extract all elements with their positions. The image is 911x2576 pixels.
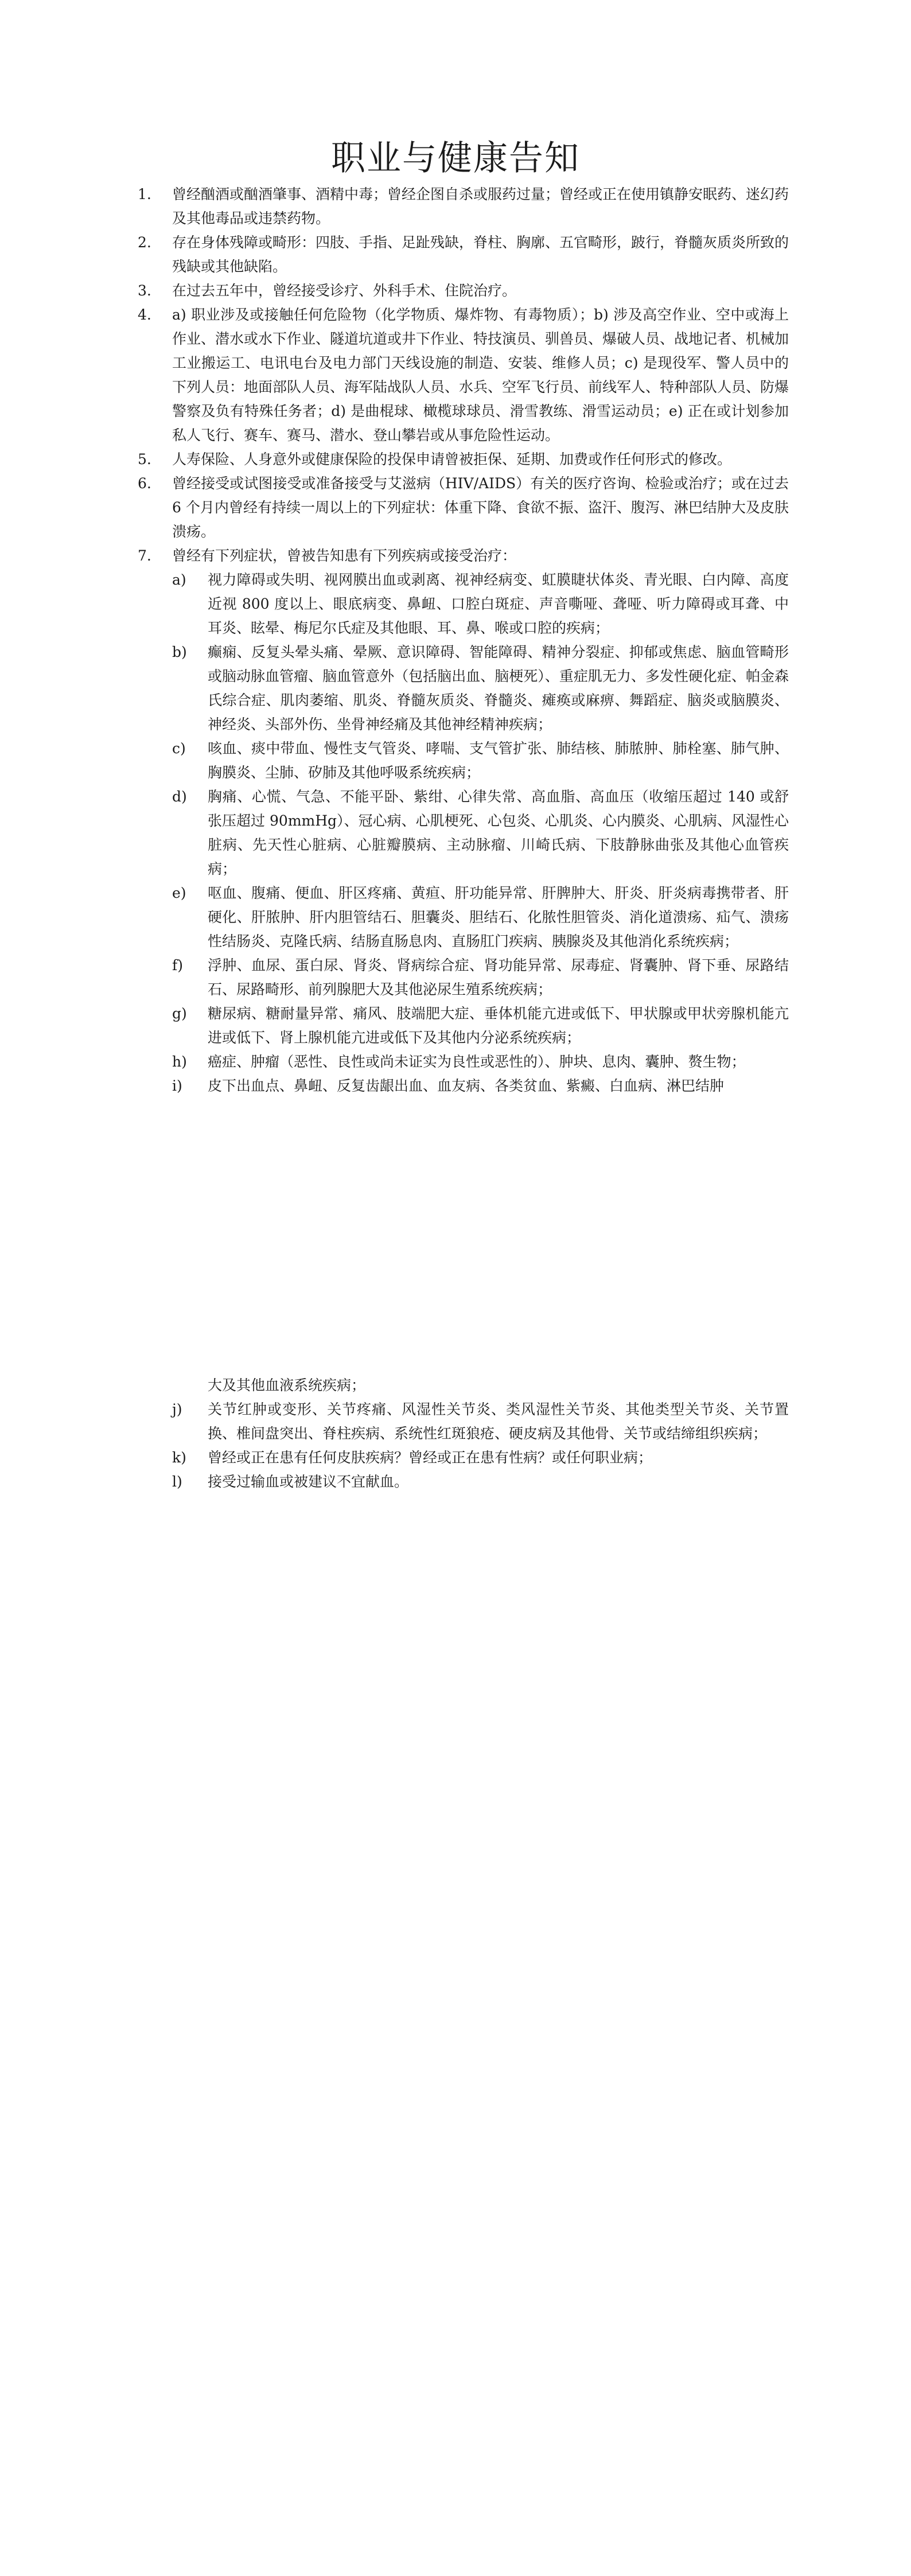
- sub-list-item: [172, 737, 789, 785]
- item-text: 在过去五年中，曾经接受诊疗、外科手术、住院治疗。: [172, 282, 517, 299]
- item-number: e): [172, 885, 186, 901]
- item-text: 皮下出血点、鼻衄、反复齿龈出血、血友病、各类贫血、紫癜、白血病、淋巴结肿: [208, 1077, 725, 1094]
- item-text: 曾经或正在患有任何皮肤疾病？曾经或正在患有性病？或任何职业病；: [208, 1449, 653, 1466]
- health-notice-content: [138, 182, 789, 1494]
- item-number: g): [172, 1005, 187, 1022]
- list-item: [138, 303, 789, 448]
- sub-list-item: [172, 1398, 789, 1446]
- item-text: 曾经接受或试图接受或准备接受与艾滋病（HIV/AIDS）有关的医疗咨询、检验或治疗；或在过去 6 个月内曾经有持续一周以上的下列症状：体重下降、食欲不振、盗汗、腹泻、淋巴结肿大及皮肤溃疡。: [172, 475, 789, 540]
- item-number: 7.: [138, 547, 151, 564]
- item-text: 人寿保险、人身意外或健康保险的投保申请曾被拒保、延期、加费或作任何形式的修改。: [172, 451, 732, 468]
- item-number: a): [172, 571, 186, 588]
- sub-list-item: [172, 785, 789, 881]
- item-text: 浮肿、血尿、蛋白尿、肾炎、肾病综合症、肾功能异常、尿毒症、肾囊肿、肾下垂、尿路结石、尿路畸形、前列腺肥大及其他泌尿生殖系统疾病；: [208, 957, 789, 998]
- item-text: 糖尿病、糖耐量异常、痛风、肢端肥大症、垂体机能亢进或低下、甲状腺或甲状旁腺机能亢进或低下、肾上腺机能亢进或低下及其他内分泌系统疾病；: [208, 1005, 789, 1046]
- item-number: b): [172, 644, 187, 660]
- item-text: 接受过输血或被建议不宜献血。: [208, 1473, 409, 1490]
- item-number: 3.: [138, 282, 151, 299]
- item-number: h): [172, 1053, 187, 1070]
- item-text: 呕血、腹痛、便血、肝区疼痛、黄疸、肝功能异常、肝脾肿大、肝炎、肝炎病毒携带者、肝硬化、肝脓肿、肝内胆管结石、胆囊炎、胆结石、化脓性胆管炎、消化道溃疡、疝气、溃疡性结肠炎、克隆氏病、结肠直肠息肉、直肠肛门疾病、胰腺炎及其他消化系统疾病；: [208, 885, 789, 950]
- item-text: 胸痛、心慌、气急、不能平卧、紫绀、心律失常、高血脂、高血压（收缩压超过 140 或舒张压超过 90mmHg）、冠心病、心肌梗死、心包炎、心肌炎、心内膜炎、心肌病、风湿性心脏病、先天性心脏病、心脏瓣膜病、主动脉瘤、川崎氏病、下肢静脉曲张及其他心血管疾病；: [208, 788, 789, 877]
- item-number: 1.: [138, 186, 151, 203]
- item-number: 2.: [138, 234, 151, 251]
- sub-list-item: [172, 1446, 789, 1470]
- main-list: [138, 182, 789, 568]
- sub-list-item: [172, 1002, 789, 1050]
- item-text: 癫痫、反复头晕头痛、晕厥、意识障碍、智能障碍、精神分裂症、抑郁或焦虑、脑血管畸形或脑动脉血管瘤、脑血管意外（包括脑出血、脑梗死）、重症肌无力、多发性硬化症、帕金森氏综合症、肌肉萎缩、肌炎、脊髓灰质炎、脊髓炎、瘫痪或麻痹、舞蹈症、脑炎或脑膜炎、神经炎、头部外伤、坐骨神经痛及其他神经精神疾病；: [208, 644, 789, 733]
- item-number: k): [172, 1449, 186, 1466]
- item-number: f): [172, 957, 184, 974]
- item-number: 5.: [138, 451, 151, 468]
- sub-list-item: [172, 640, 789, 737]
- list-item: [138, 182, 789, 231]
- list-item: [138, 472, 789, 544]
- list-item: [138, 279, 789, 303]
- blank-gap: [138, 1098, 789, 1373]
- sub-list-item: [172, 568, 789, 640]
- item-text: 咳血、痰中带血、慢性支气管炎、哮喘、支气管扩张、肺结核、肺脓肿、肺栓塞、肺气肿、胸膜炎、尘肺、矽肺及其他呼吸系统疾病；: [208, 740, 789, 781]
- item-text: 曾经有下列症状，曾被告知患有下列疾病或接受治疗：: [172, 547, 517, 564]
- item-text: a) 职业涉及或接触任何危险物（化学物质、爆炸物、有毒物质）；b) 涉及高空作业、空中或海上作业、潜水或水下作业、隧道坑道或井下作业、特技演员、驯兽员、爆破人员、战地记者、机械加工业搬运工、电讯电台及电力部门天线设施的制造、安装、维修人员；c) 是现役军、警人员中的下列人员：地面部队人员、海军陆战队人员、水兵、空军飞行员、前线军人、特种部队人员、防爆警察及负有特殊任务者；d) 是曲棍球、橄榄球球员、滑雪教练、滑雪运动员；e) 正在或计划参加私人飞行、赛车、赛马、潜水、登山攀岩或从事危险性运动。: [172, 306, 789, 443]
- continuation-text: 大及其他血液系统疾病；: [208, 1377, 366, 1394]
- page-title: 职业与健康告知: [331, 138, 580, 179]
- sub-list-item: [172, 954, 789, 1002]
- list-item: [138, 544, 789, 568]
- item-text: 曾经酗酒或酗酒肇事、酒精中毒；曾经企图自杀或服药过量；曾经或正在使用镇静安眠药、迷幻药及其他毒品或违禁药物。: [172, 186, 789, 227]
- sub-list-item: [172, 1074, 789, 1098]
- list-item: [138, 231, 789, 279]
- item-number: 6.: [138, 475, 151, 492]
- sub-list-item: [172, 881, 789, 954]
- sub-list-item: [172, 1050, 789, 1074]
- item-text: 关节红肿或变形、关节疼痛、风湿性关节炎、类风湿性关节炎、其他类型关节炎、关节置换、椎间盘突出、脊柱疾病、系统性红斑狼疮、硬皮病及其他骨、关节或结缔组织疾病；: [208, 1401, 789, 1442]
- item-text: 存在身体残障或畸形：四肢、手指、足趾残缺，脊柱、胸廓、五官畸形，跛行，脊髓灰质炎所致的残缺或其他缺陷。: [172, 234, 789, 275]
- sub-list-after: [138, 1398, 789, 1494]
- item-text: 癌症、肿瘤（恶性、良性或尚未证实为良性或恶性的）、肿块、息肉、囊肿、赘生物；: [208, 1053, 746, 1070]
- item-text: 视力障碍或失明、视网膜出血或剥离、视神经病变、虹膜睫状体炎、青光眼、白内障、高度近视 800 度以上、眼底病变、鼻衄、口腔白斑症、声音嘶哑、聋哑、听力障碍或耳聋、中耳炎、眩晕、梅尼尔氏症及其他眼、耳、鼻、喉或口腔的疾病；: [208, 571, 789, 636]
- item-number: j): [172, 1401, 182, 1418]
- sub-list: [138, 568, 789, 1098]
- item-number: l): [172, 1473, 182, 1490]
- item-number: 4.: [138, 306, 151, 323]
- item-number: c): [172, 740, 186, 757]
- item-number: i): [172, 1077, 182, 1094]
- sub-list-item: [172, 1470, 789, 1494]
- item-number: d): [172, 788, 187, 805]
- list-item: [138, 448, 789, 472]
